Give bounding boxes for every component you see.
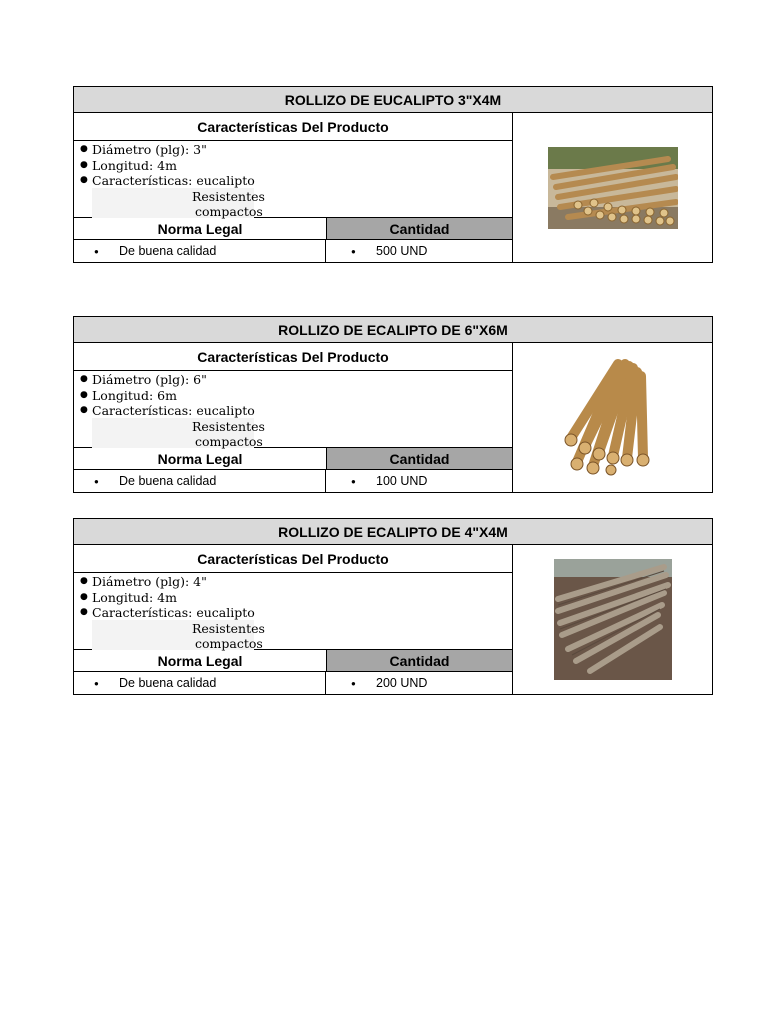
list-item: ● Diámetro (plg): 3" — [80, 142, 207, 157]
product-card — [73, 316, 713, 493]
bullet-icon: ● — [80, 576, 88, 586]
list-item: ● Longitud: 6m — [80, 387, 177, 403]
norma-legal-header: Norma Legal — [74, 218, 327, 239]
list-continuation: compactos — [195, 434, 263, 449]
characteristics-list — [74, 371, 512, 448]
bullet-icon: ● — [94, 678, 99, 688]
bullet-icon: ● — [351, 246, 356, 256]
norma-legal-header: Norma Legal — [74, 448, 327, 469]
cantidad-value: ● 500 UND — [351, 244, 428, 258]
norma-legal-value: ● De buena calidad — [74, 672, 326, 694]
characteristics-list — [74, 573, 512, 650]
list-continuation: Resistentes — [192, 620, 265, 636]
cantidad-value: ● 100 UND — [351, 474, 428, 488]
characteristics-header: Características Del Producto — [74, 343, 512, 371]
list-item: ● Longitud: 4m — [80, 589, 177, 605]
cantidad-header: Cantidad — [327, 650, 512, 671]
product-card — [73, 518, 713, 695]
list-item: ● Características: eucalipto — [80, 173, 255, 188]
cantidad-value: ● 200 UND — [351, 676, 428, 690]
bullet-icon: ● — [351, 678, 356, 688]
bullet-icon: ● — [94, 476, 99, 486]
list-continuation: compactos — [195, 636, 263, 651]
stacked-logs-image — [548, 147, 678, 229]
list-item: ● Características: eucalipto — [80, 605, 255, 620]
log-bundle-image — [563, 358, 663, 478]
bullet-icon: ● — [80, 159, 88, 170]
bullet-icon: ● — [94, 246, 99, 256]
list-item: ● Diámetro (plg): 4" — [80, 574, 207, 589]
logs-on-ground-image — [554, 559, 672, 680]
norma-legal-header: Norma Legal — [74, 650, 327, 671]
product-title: ROLLIZO DE ECALIPTO DE 6"X6M — [74, 317, 712, 343]
list-item: ● Diámetro (plg): 6" — [80, 372, 207, 387]
product-title: ROLLIZO DE EUCALIPTO 3"X4M — [74, 87, 712, 113]
cantidad-header: Cantidad — [327, 218, 512, 239]
norma-legal-value: ● De buena calidad — [74, 240, 326, 262]
bullet-icon: ● — [80, 405, 88, 415]
cantidad-header: Cantidad — [327, 448, 512, 469]
product-title: ROLLIZO DE ECALIPTO DE 4"X4M — [74, 519, 712, 545]
characteristics-header: Características Del Producto — [74, 113, 512, 141]
bullet-icon: ● — [80, 607, 88, 617]
list-continuation: Resistentes — [192, 418, 265, 434]
list-continuation: Resistentes — [192, 188, 265, 204]
list-continuation: compactos — [195, 204, 263, 219]
norma-legal-value: ● De buena calidad — [74, 470, 326, 492]
characteristics-list — [74, 141, 512, 218]
product-card — [73, 86, 713, 263]
bullet-icon: ● — [351, 476, 356, 486]
list-item: ● Longitud: 4m — [80, 157, 177, 173]
bullet-icon: ● — [80, 591, 88, 602]
bullet-icon: ● — [80, 374, 88, 384]
bullet-icon: ● — [80, 175, 88, 185]
characteristics-header: Características Del Producto — [74, 545, 512, 573]
list-item: ● Características: eucalipto — [80, 403, 255, 418]
bullet-icon: ● — [80, 144, 88, 154]
bullet-icon: ● — [80, 389, 88, 400]
